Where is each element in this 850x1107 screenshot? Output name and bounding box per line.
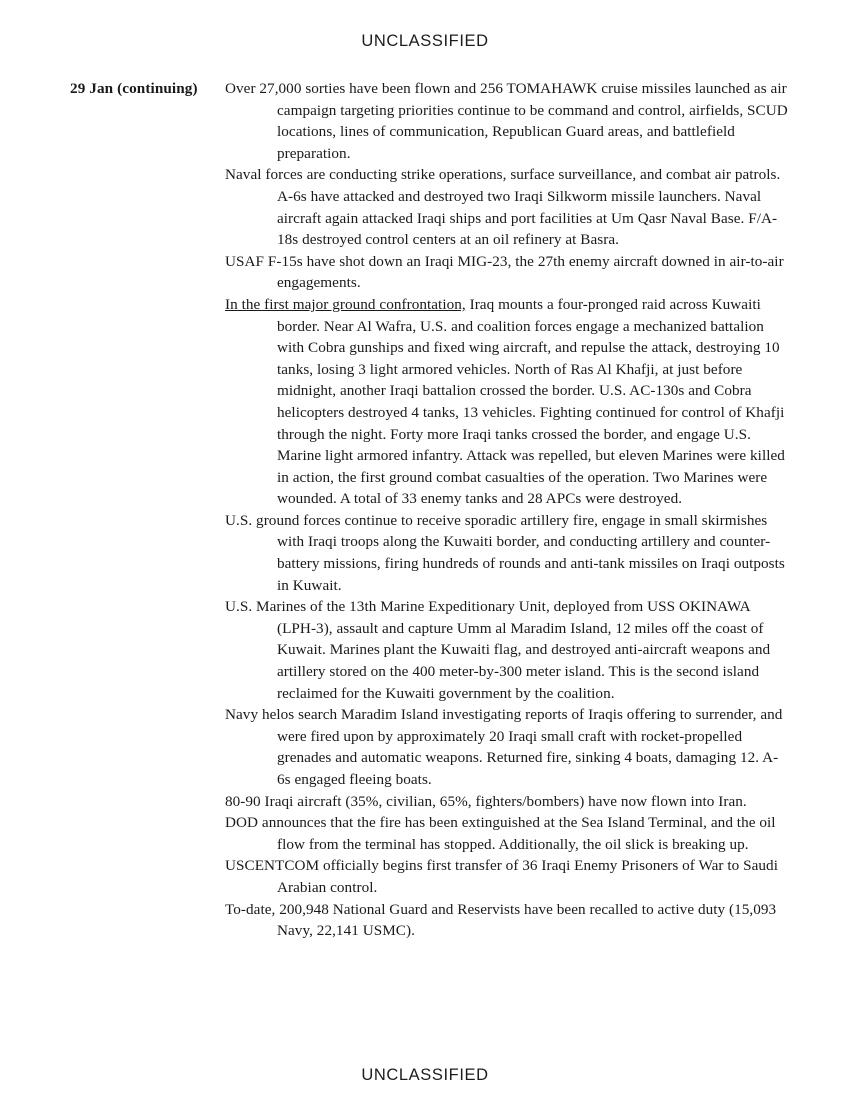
paragraph-reservists-recalled (225, 899, 790, 942)
paragraph-ground-forces (225, 510, 790, 596)
paragraph-navy-helos (225, 704, 790, 790)
paragraph-text: U.S. ground forces continue to receive sporadic artillery fire, engage in small skirmishes with Iraqi troops along the Kuwaiti border, and conducting artillery and counter-battery missions, firing hundreds of rounds and anti-tank missiles on Iraqi outposts in Kuwait. (225, 511, 785, 594)
paragraph-marines-13th-meu (225, 596, 790, 704)
paragraph-text: Navy helos search Maradim Island investigating reports of Iraqis offering to surrender, and were fired upon by approximately 20 Iraqi small craft with rocket-propelled grenades and automatic weapons. Returned fire, sinking 4 boats, damaging 12. A-6s engaged fleeing boats. (225, 706, 783, 788)
paragraph-text: DOD announces that the fire has been extinguished at the Sea Island Terminal, and the oil flow from the terminal has stopped. Additionally, the oil slick is breaking up. (225, 814, 776, 853)
paragraph-dod-sea-island (225, 812, 790, 855)
classification-footer: UNCLASSIFIED (361, 1066, 489, 1084)
entry-date-label: 29 Jan (continuing) (70, 80, 198, 97)
paragraph-usaf-f15 (225, 251, 790, 294)
paragraph-ground-confrontation (225, 294, 790, 510)
paragraph-sorties (225, 78, 790, 164)
paragraph-text: 80-90 Iraqi aircraft (35%, civilian, 65%, fighters/bombers) have now flown into Iran. (225, 792, 747, 810)
paragraph-text: USCENTCOM officially begins first transfer of 36 Iraqi Enemy Prisoners of War to Saudi Arabian control. (225, 857, 778, 896)
log-entry (70, 78, 790, 942)
paragraph-uscentcom-epw (225, 855, 790, 898)
log-entry-block (70, 78, 790, 942)
paragraph-lead-underlined: In the first major ground confrontation, (225, 295, 466, 313)
entry-paragraphs (225, 78, 790, 942)
paragraph-text: U.S. Marines of the 13th Marine Expeditionary Unit, deployed from USS OKINAWA (LPH-3), assault and capture Umm al Maradim Island, 12 miles off the coast of Kuwait. Marines plant the Kuwaiti flag, and destroyed anti-aircraft weapons and artillery stored on the 400 meter-by-300 meter island. This is the second island reclaimed for the Kuwaiti government by the coalition. (225, 598, 771, 702)
paragraph-text: To-date, 200,948 National Guard and Reservists have been recalled to active duty (15,093 Navy, 22,141 USMC). (225, 900, 777, 940)
paragraph-text: Over 27,000 sorties have been flown and 256 TOMAHAWK cruise missiles launched as air campaign targeting priorities continue to be command and control, airfields, SCUD locations, lines of communication, Republican Guard areas, and battlefield preparation. (225, 80, 788, 162)
paragraph-naval-forces (225, 164, 790, 250)
paragraph-text: USAF F-15s have shot down an Iraqi MIG-23, the 27th enemy aircraft downed in air-to-air engagements. (225, 252, 784, 292)
paragraph-iraqi-aircraft-iran (225, 791, 790, 813)
classification-header: UNCLASSIFIED (361, 32, 489, 50)
paragraph-text: Iraq mounts a four-pronged raid across Kuwaiti border. Near Al Wafra, U.S. and coalition forces engage a mechanized battalion with Cobra gunships and fixed wing aircraft, and repulse the attack, destroying 10 tanks, losing 3 light armored vehicles. North of Ras Al Khafji, at just before midnight, another Iraqi battalion crossed the border. U.S. AC-130s and Cobra helicopters destroyed 4 tanks, 13 vehicles. Fighting continued for control of Khafji through the night. Forty more Iraqi tanks crossed the border, and engage U.S. Marine light armored infantry. Attack was repelled, but eleven Marines were killed in action, the first ground combat casualties of the operation. Two Marines were wounded. A total of 33 enemy tanks and 28 APCs were destroyed. (277, 295, 785, 508)
paragraph-text: Naval forces are conducting strike operations, surface surveillance, and combat air patrols. A-6s have attacked and destroyed two Iraqi Silkworm missile launchers. Naval aircraft again attacked Iraqi ships and port facilities at Um Qasr Naval Base. F/A-18s destroyed control centers at an oil refinery at Basra. (225, 166, 781, 249)
